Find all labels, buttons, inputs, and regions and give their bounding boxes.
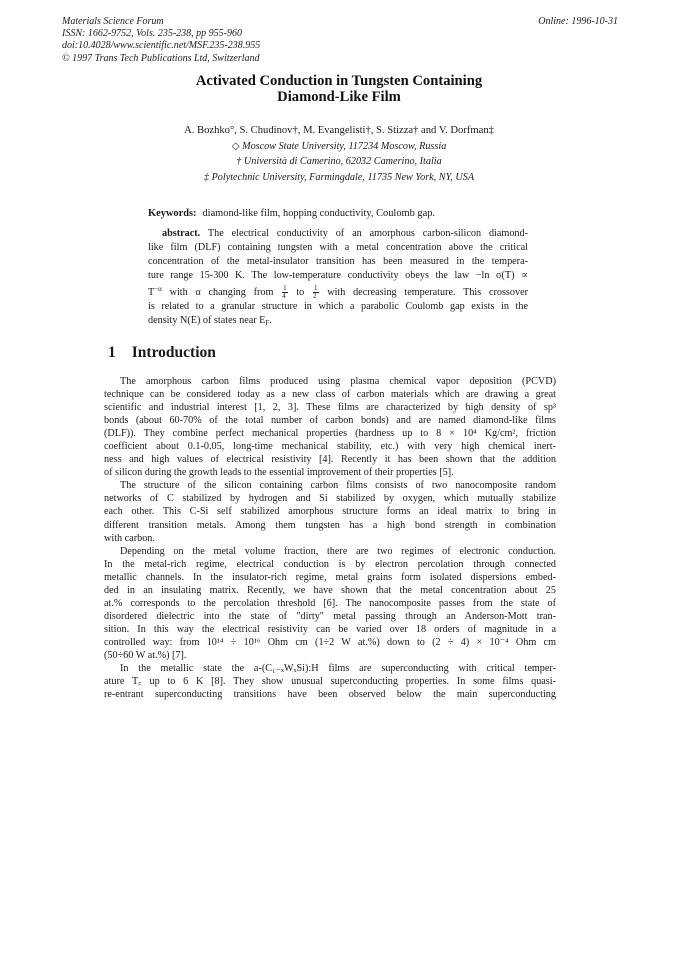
keywords — [148, 208, 435, 219]
abstract — [148, 227, 528, 331]
body-line: ness and high values of electrical resistivity [4]. Recently it has been shown that the addition — [104, 454, 556, 466]
affiliation: † Università di Camerino, 62032 Camerino, Italia — [236, 156, 442, 167]
section-number: 1 — [108, 344, 116, 361]
affiliation: ‡ Polytechnic University, Farmingdale, 11735 New York, NY, USA — [203, 171, 475, 183]
body-line: scientific and industrial interest [1, 2, 3]. These films are characterized by high density of sp³ — [104, 402, 556, 414]
copyright-line: © 1997 Trans Tech Publications Ltd, Switzerland — [62, 52, 260, 64]
section-heading — [108, 344, 216, 362]
body-line: controlled way: from 10¹⁴ ÷ 10¹⁶ Ohm cm (1÷2 W at.%) down to (2 ÷ 4) × 10⁻⁴ Ohm cm — [104, 636, 556, 648]
body-line: re-entrant superconducting transitions have been observed below the main superconducting — [104, 689, 556, 701]
body-line: metallic channels. In the insulator-rich regime, metal grains form isolated dispersions embed- — [104, 571, 556, 583]
abstract-line: is related to a granular structure in which a parabolic Coulomb gap exists in the — [148, 300, 528, 312]
title-line: Diamond-Like Film — [277, 88, 401, 105]
body-line: with carbon. — [104, 532, 155, 544]
fraction: $\frac{1}{2}$ — [313, 283, 318, 300]
abstract-label: abstract. — [162, 228, 201, 239]
body-line: of silicon during the growth leads to the essential improvement of their properties [5]. — [104, 467, 454, 479]
body-line: The structure of the silicon containing carbon films consists of two nanocomposite random — [120, 480, 556, 492]
doi-line[interactable]: doi:10.4028/www.scientific.net/MSF.235-238.955 — [62, 40, 261, 52]
body-line: disordered dielectric into the state of "dirty" metal passing through an Anderson-Mott tran- — [104, 610, 556, 622]
abstract-line: ture range 15-300 K. The low-temperature conductivity obeys the law −ln σ(T) ∝ — [148, 269, 528, 281]
keywords-label: Keywords: — [148, 208, 197, 219]
journal-name: Materials Science Forum — [62, 16, 164, 27]
body-line: The amorphous carbon films produced using plasma chemical vapor deposition (PCVD) — [120, 376, 556, 387]
affiliation: ◇ Moscow State University, 117234 Moscow, Russia — [231, 140, 447, 152]
title-line: Activated Conduction in Tungsten Containing — [195, 73, 483, 89]
body-line: technique can be considered today as a new class of carbon materials which are drawing a great — [104, 389, 556, 401]
abstract-line: concentration of the metal-insulator transition has been measured in the tempera- — [148, 255, 528, 267]
abstract-line: like film (DLF) containing tungsten with a metal concentration above the critical — [148, 241, 528, 253]
author-block — [0, 123, 678, 185]
citation-block — [62, 16, 618, 65]
section-title: Introduction — [131, 344, 216, 361]
body-line: In the metallic state the a-(C₁₋ₓWₓSi):H films are superconducting with critical temper- — [120, 663, 556, 675]
fraction: $\frac{1}{4}$ — [282, 283, 287, 300]
body-line: bonds (about 60-70% of the total number of carbon bonds) and are named diamond-like films — [104, 415, 556, 427]
online-date: Online: 1996-10-31 — [538, 16, 618, 27]
keywords-text: diamond-like film, hopping conductivity, Coulomb gap. — [202, 208, 435, 219]
abstract-line: $T^{-\alpha}$ with α changing from $\frac{1}{4}$ to $\frac{1}{2}$ with decreasing temperature. This crossover — [148, 283, 528, 300]
abstract-line: density N(E) of states near $E_F$. — [148, 314, 272, 327]
body-line: coefficient about 0.1-0.05, long-time mechanical stability, etc.) with very high chemical inert- — [104, 441, 556, 453]
page-header — [62, 16, 618, 65]
paper-title — [0, 74, 678, 105]
body-line: sition. In this way the electrical resistivity can be varied over 18 orders of magnitude in a — [104, 623, 556, 635]
abstract-line: abstract. The electrical conductivity of an amorphous carbon-silicon diamond- — [162, 228, 528, 239]
body-line: at.% corresponds to the percolation threshold [6]. The nanocomposite passes from the state of — [104, 597, 556, 609]
body-line: ded in an insulating matrix. Recently, we have shown that the metal concentration about 25 — [104, 584, 556, 596]
body-line: each other. This C-Si self stabilized amorphous structure forms an ideal matrix to bring in — [104, 506, 556, 518]
issn-line: ISSN: 1662-9752, Vols. 235-238, pp 955-960 — [62, 28, 242, 40]
body-line: networks of C stabilized by hydrogen and Si stabilized by oxygen, which mutually stabilize — [104, 493, 556, 505]
body-line: In the metal-rich regime, electrical conduction is by electron percolation through connected — [104, 558, 556, 570]
body-line: ature T꜀ up to 6 K [8]. They show unusual superconducting properties. In some films quasi- — [104, 676, 556, 688]
body-line: (50÷60 W at.%) [7]. — [104, 649, 187, 661]
body-line: (DLF)). They combine perfect mechanical properties (hardness up to 8 × 10⁴ Kg/cm², friction — [104, 428, 556, 440]
body-line: different transition metals. Among them tungsten has a high bond strength in combination — [104, 519, 556, 531]
author-list: A. Bozhko°, S. Chudinov†, M. Evangelisti†, S. Stizza† and V. Dorfman‡ — [184, 125, 494, 136]
body-line: Depending on the metal volume fraction, there are two regimes of electronic conduction. — [120, 545, 556, 557]
introduction-body — [104, 375, 556, 701]
